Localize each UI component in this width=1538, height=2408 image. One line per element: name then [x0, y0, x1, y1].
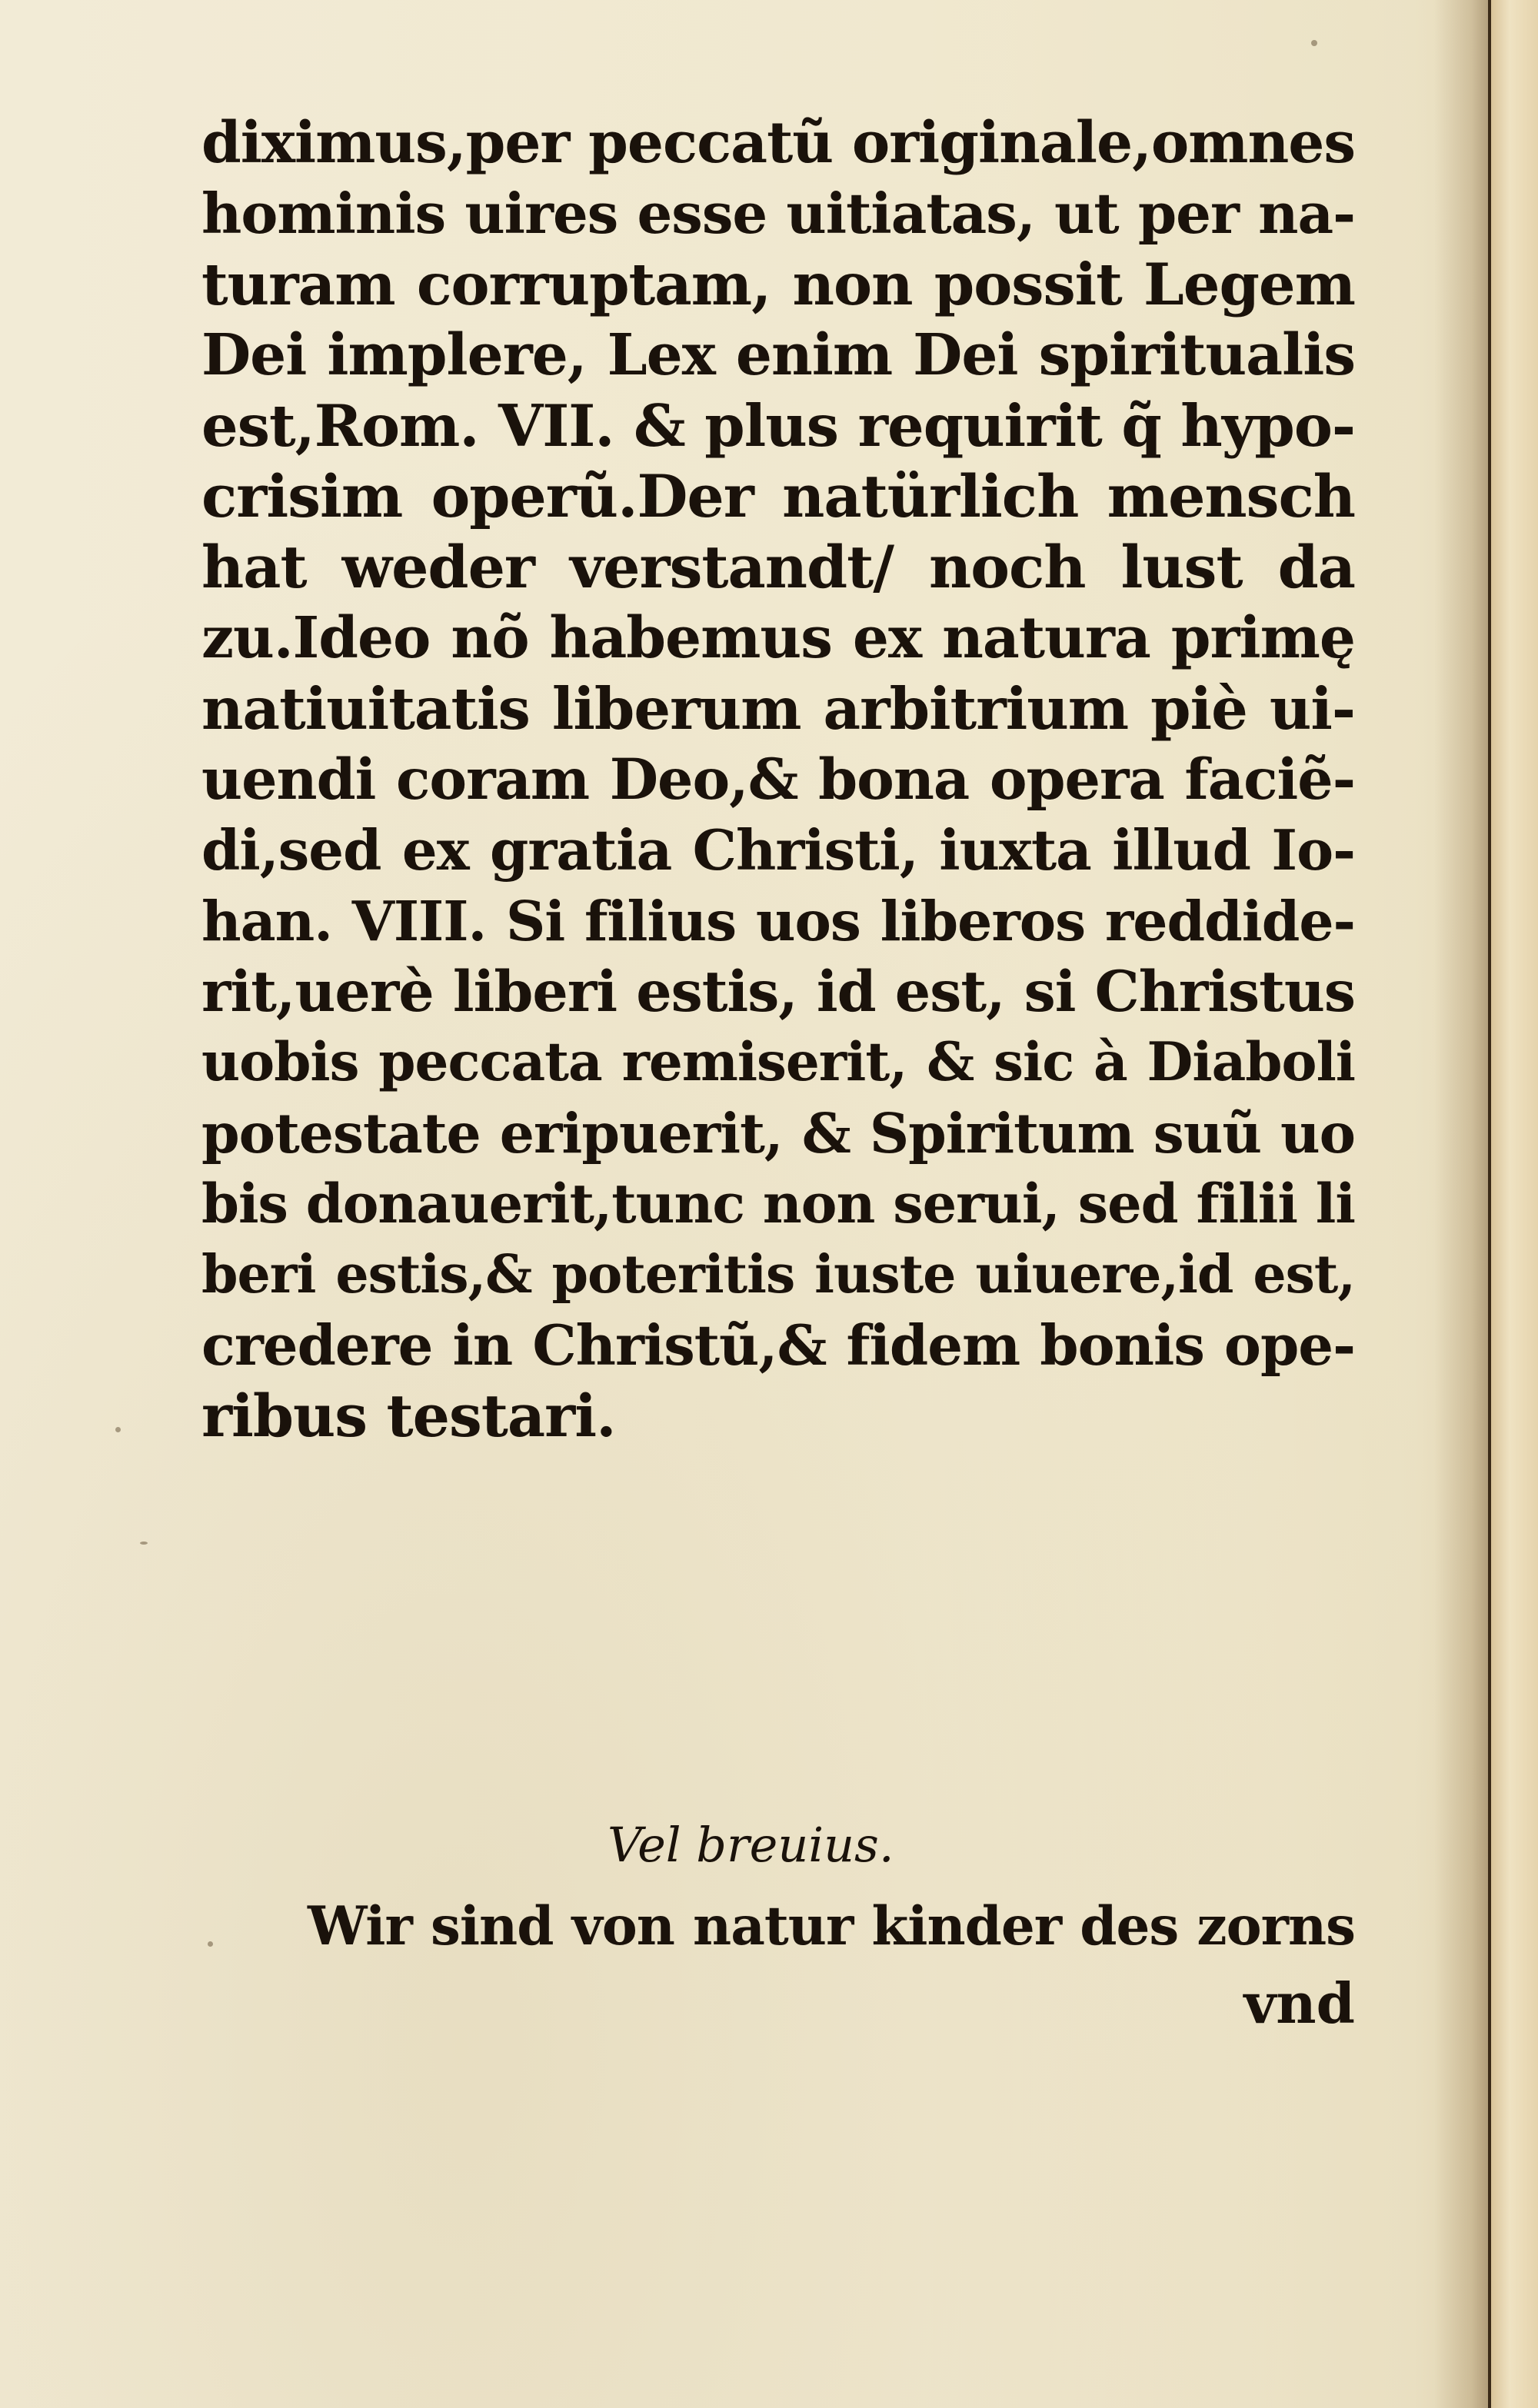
- text-line: diximus,per peccatũ originale,omnes: [201, 110, 1355, 176]
- margin-speck: [115, 1427, 121, 1432]
- page-edge-shadow: [1434, 0, 1488, 2408]
- margin-speck: [208, 1941, 213, 1947]
- main-text-block: [201, 108, 1355, 1452]
- margin-speck: [1311, 40, 1317, 46]
- text-line-last: ribus testari.: [201, 1382, 616, 1450]
- text-line: uobis peccata remiserit, & sic à Diaboli: [201, 1031, 1355, 1093]
- text-line: beri estis,& poteritis iuste uiuere,id est,: [201, 1244, 1355, 1305]
- text-line: turam corruptam, non possit Legem: [201, 251, 1355, 318]
- text-line: Dei implere, Lex enim Dei spiritualis: [201, 322, 1355, 388]
- margin-speck: [140, 1542, 148, 1545]
- text-line: potestate eripuerit, & Spiritum suũ uo: [201, 1101, 1355, 1166]
- text-line: di,sed ex gratia Christi, iuxta illud Io-: [201, 817, 1355, 883]
- german-text-line: Wir sind von natur kinder des zorns: [308, 1895, 1355, 1957]
- text-line: crisim operũ.Der natürlich mensch: [201, 462, 1355, 530]
- text-line: hat weder verstandt/ noch lust da: [201, 533, 1355, 601]
- text-line: hominis uires esse uitiatas, ut per na-: [201, 181, 1355, 246]
- section-subheading: Vel breuius.: [608, 1817, 894, 1873]
- text-line: credere in Christũ,& fidem bonis ope-: [201, 1312, 1355, 1378]
- next-page-edge: [1491, 0, 1538, 2408]
- text-line: uendi coram Deo,& bona opera faciẽ-: [201, 747, 1355, 813]
- text-line: rit,uerè liberi estis, id est, si Christus: [201, 959, 1355, 1025]
- catchword: vnd: [1243, 1971, 1355, 2036]
- text-line: est,Rom. VII. & plus requirit q̃ hypo-: [201, 392, 1355, 460]
- text-line: han. VIII. Si filius uos liberos reddide-: [201, 889, 1355, 953]
- text-line: natiuitatis liberum arbitrium piè ui-: [201, 675, 1355, 743]
- text-line: bis donauerit,tunc non serui, sed filii li: [201, 1172, 1355, 1236]
- text-line: zu.Ideo nõ habemus ex natura primę: [201, 605, 1355, 671]
